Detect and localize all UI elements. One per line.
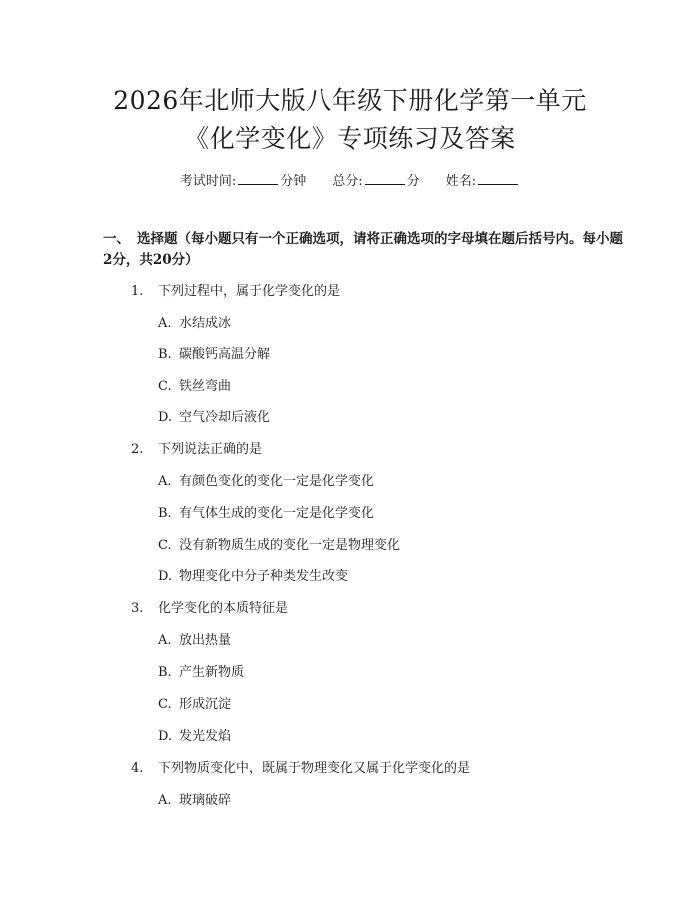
exam-info-row	[0, 170, 700, 189]
question-text: 下列物质变化中，既属于物理变化又属于化学变化的是	[158, 761, 471, 776]
option-text: 产生新物质	[179, 665, 245, 680]
exam-time-field	[180, 170, 306, 189]
option-letter: B.	[158, 665, 172, 680]
student-name-blank	[478, 172, 518, 185]
question-2-option-a	[158, 473, 374, 491]
option-text: 放出热量	[179, 633, 232, 648]
question-3-option-b	[158, 664, 244, 682]
question-1	[131, 283, 340, 301]
question-2-option-b	[158, 505, 374, 523]
question-4	[131, 760, 470, 778]
total-score-field	[332, 170, 419, 189]
question-3	[131, 600, 288, 618]
question-3-option-d	[158, 728, 231, 746]
option-letter: D.	[158, 569, 173, 584]
student-name-field	[446, 170, 520, 189]
total-score-unit: 分	[406, 174, 420, 189]
total-score-label: 总分:	[332, 174, 363, 189]
option-letter: B.	[158, 347, 172, 362]
question-2-option-d	[158, 568, 348, 586]
option-letter: D.	[158, 729, 173, 744]
question-2-option-c	[158, 537, 400, 555]
exam-time-unit: 分钟	[280, 174, 307, 189]
option-letter: C.	[158, 379, 172, 394]
option-text: 空气冷却后液化	[179, 410, 271, 425]
option-letter: A.	[158, 474, 172, 489]
option-letter: A.	[158, 793, 172, 808]
student-name-label: 姓名:	[445, 174, 477, 189]
exam-time-label: 考试时间:	[179, 174, 237, 189]
option-text: 有气体生成的变化一定是化学变化	[179, 506, 375, 521]
option-letter: D.	[158, 410, 173, 425]
option-text: 物理变化中分子种类发生改变	[179, 569, 349, 584]
option-letter: A.	[158, 316, 172, 331]
question-number: 2.	[131, 442, 144, 457]
question-number: 4.	[131, 761, 144, 776]
option-letter: B.	[158, 506, 172, 521]
option-letter: C.	[158, 697, 172, 712]
option-text: 发光发焰	[179, 729, 232, 744]
section-heading	[103, 229, 623, 271]
question-3-option-a	[158, 632, 231, 650]
document-title-line-2: 《化学变化》专项练习及答案	[184, 124, 516, 153]
option-letter: C.	[158, 538, 172, 553]
option-text: 没有新物质生成的变化一定是物理变化	[179, 538, 401, 553]
option-text: 玻璃破碎	[179, 793, 232, 808]
question-1-option-a	[158, 315, 231, 333]
question-3-option-c	[158, 696, 231, 714]
question-number: 1.	[131, 284, 144, 299]
question-text: 化学变化的本质特征是	[158, 601, 289, 616]
option-text: 有颜色变化的变化一定是化学变化	[179, 474, 375, 489]
section-number: 一、	[103, 231, 130, 247]
option-text: 碳酸钙高温分解	[179, 347, 271, 362]
question-1-option-b	[158, 346, 270, 364]
question-text: 下列说法正确的是	[158, 442, 263, 457]
exam-time-blank	[238, 172, 278, 185]
option-text: 形成沉淀	[179, 697, 232, 712]
section-instructions: 选择题（每小题只有一个正确选项，请将正确选项的字母填在题后括号内。每小题2分，共20分）	[103, 231, 623, 268]
question-text: 下列过程中，属于化学变化的是	[158, 284, 341, 299]
total-score-blank	[365, 172, 405, 185]
option-letter: A.	[158, 633, 172, 648]
option-text: 铁丝弯曲	[179, 379, 232, 394]
option-text: 水结成冰	[179, 316, 232, 331]
document-title-line-1: 2026年北师大版八年级下册化学第一单元	[113, 86, 587, 115]
question-1-option-c	[158, 378, 231, 396]
question-4-option-a	[158, 792, 231, 810]
question-2	[131, 441, 262, 459]
question-1-option-d	[158, 409, 270, 427]
question-number: 3.	[131, 601, 144, 616]
